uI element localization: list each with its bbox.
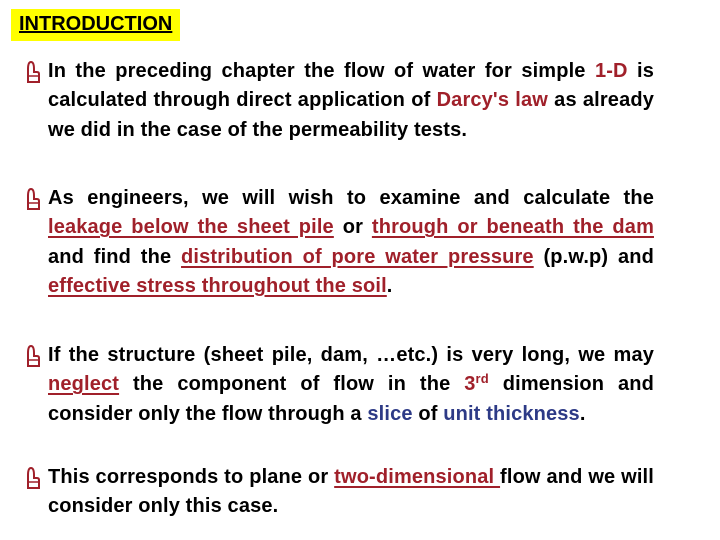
pointing-hand-icon [20,57,48,145]
term-1d: 1-D [594,60,628,82]
term-effective-stress: effective stress throughout the soil [48,274,387,297]
bullet-text-3 [48,341,654,429]
term-leakage: leakage below the sheet pile [48,216,334,239]
bullet-text-2 [48,184,654,301]
text-segment: of [412,402,444,425]
term-through-dam: through or beneath the dam [371,216,654,239]
bullet-item-2 [20,184,700,301]
text-segment: is calculated through direct application of [48,60,654,112]
bullet-item-4 [20,463,700,522]
pointing-hand-icon [20,341,48,429]
bullet-text-4 [48,463,654,522]
bullet-text-1 [48,57,654,145]
text-segment: If the structure (sheet pile, dam, …etc.) is very long, we may [48,344,654,366]
text-segment: In the preceding chapter the flow of water for simple [48,60,586,82]
text-segment: or [333,216,372,239]
pointing-hand-icon [20,463,48,522]
text-segment: the component of flow in the [119,373,465,396]
text-segment: . [579,402,586,425]
text-segment: as already we did in the case of the permeability tests. [48,89,654,141]
text-segment: . [386,274,393,297]
bullet-item-3 [20,341,700,429]
pointing-hand-icon [20,184,48,301]
text-segment: As engineers, we will wish to examine and calculate the [48,187,654,209]
superscript-rd: rd [475,371,489,387]
text-segment: flow and we will consider only this case. [48,466,654,518]
text-segment: This corresponds to plane or [48,466,335,488]
term-two-dimensional: two-dimensional [334,466,501,488]
term-3: 3 [464,373,476,396]
term-slice: slice [367,402,413,425]
bullet-item-1 [20,57,700,145]
term-unit-thickness: unit thickness [443,402,580,425]
term-pwp-distribution: distribution of pore water pressure [181,245,534,268]
text-segment: and find the [48,245,182,268]
term-neglect: neglect [48,373,120,396]
text-segment: (p.w.p) and [533,245,655,268]
page-title: INTRODUCTION [11,9,180,41]
text-segment: dimension and consider only the flow through a [48,373,655,425]
term-darcys-law: Darcy's law [436,89,548,112]
